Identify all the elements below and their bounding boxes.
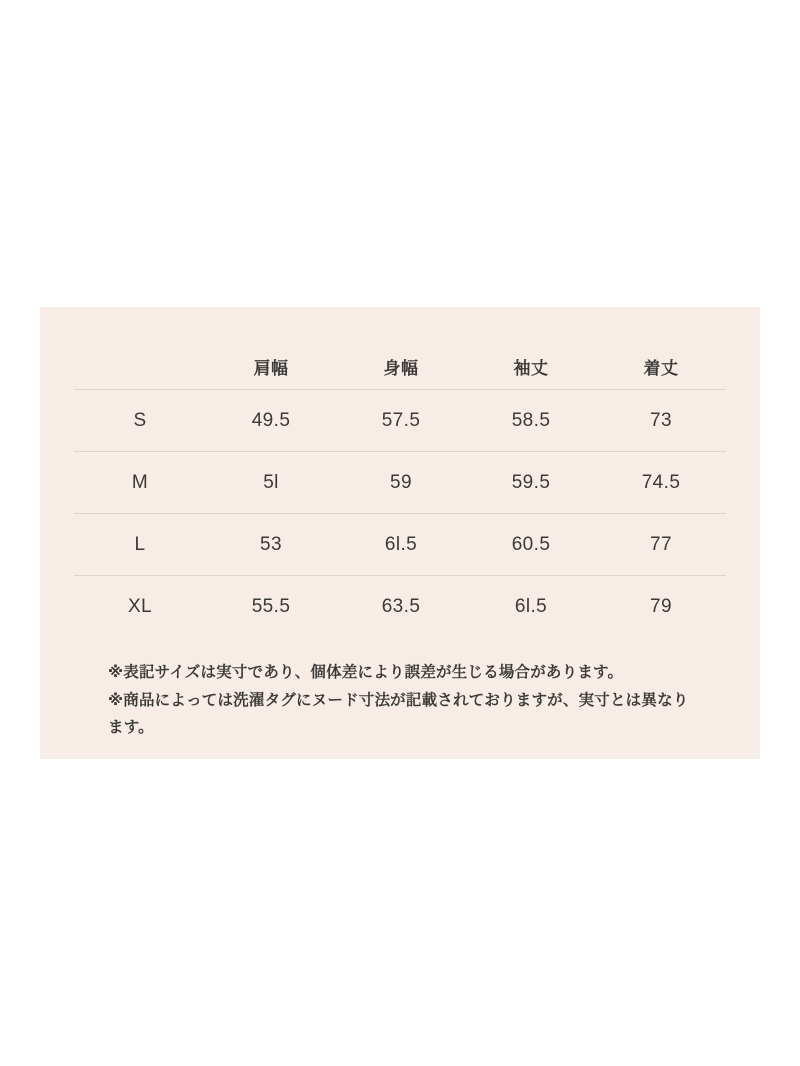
- column-header-shoulder: 肩幅: [253, 358, 289, 378]
- note-line-2: ※商品によっては洗濯タグにヌード寸法が記載されておりますが、実寸とは異なります。: [108, 691, 689, 737]
- column-header-size: [74, 343, 206, 390]
- cell-shoulder: 5l: [263, 471, 279, 493]
- column-header-chest: 身幅: [383, 358, 419, 378]
- cell-sleeve: 6l.5: [514, 595, 548, 617]
- table-row: [74, 390, 726, 452]
- cell-size: L: [134, 533, 146, 555]
- table-header-row: [74, 343, 726, 390]
- cell-size: M: [131, 471, 149, 493]
- cell-size: XL: [127, 595, 153, 617]
- cell-sleeve: 58.5: [511, 409, 551, 431]
- cell-chest: 6l.5: [384, 533, 418, 555]
- note-line-1: ※表記サイズは実寸であり、個体差により誤差が生じる場合があります。: [108, 664, 624, 681]
- size-chart-notes: [74, 659, 726, 742]
- cell-chest: 57.5: [381, 409, 421, 431]
- cell-length: 73: [650, 409, 672, 431]
- table-row: [74, 514, 726, 576]
- cell-shoulder: 49.5: [251, 409, 291, 431]
- table-header: [74, 343, 726, 390]
- cell-chest: 63.5: [381, 595, 421, 617]
- cell-length: 74.5: [641, 471, 681, 493]
- cell-sleeve: 60.5: [511, 533, 551, 555]
- size-chart-inner: [40, 307, 760, 742]
- column-header-sleeve: 袖丈: [513, 358, 549, 378]
- cell-shoulder: 55.5: [251, 595, 291, 617]
- table-row: [74, 576, 726, 638]
- cell-shoulder: 53: [260, 533, 282, 555]
- cell-length: 79: [650, 595, 672, 617]
- table-body: [74, 390, 726, 638]
- cell-length: 77: [650, 533, 672, 555]
- size-chart-table: [74, 343, 726, 637]
- column-header-length: 着丈: [643, 358, 679, 378]
- cell-sleeve: 59.5: [511, 471, 551, 493]
- cell-size: S: [133, 409, 147, 431]
- size-chart-panel: [40, 307, 760, 759]
- cell-chest: 59: [390, 471, 412, 493]
- table-row: [74, 452, 726, 514]
